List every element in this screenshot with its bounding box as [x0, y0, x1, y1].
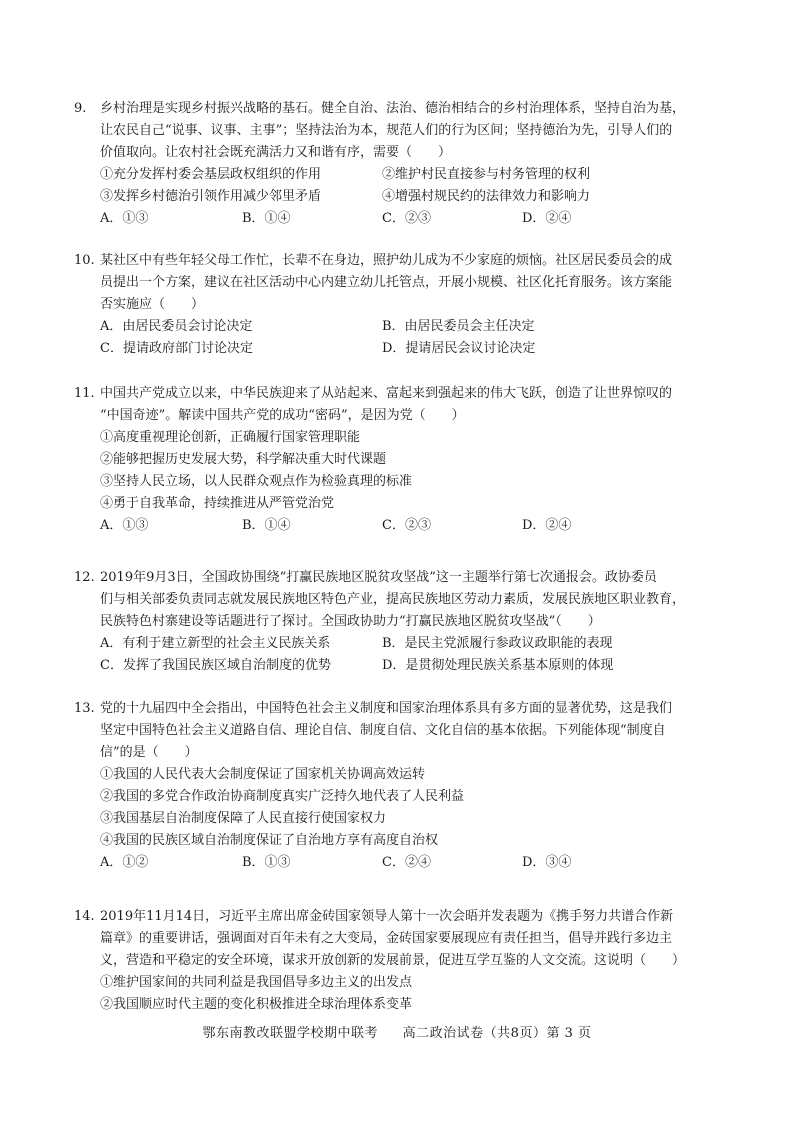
options-row	[74, 208, 724, 230]
statement-row	[74, 427, 724, 449]
stem-text: 否实施应（ ）	[100, 297, 205, 312]
statement-2: ②我国的多党合作政治协商制度真实广泛持久地代表了人民利益	[100, 789, 465, 804]
stem-text: 2019年11月14日，习近平主席出席金砖国家领导人第十一次会晤并发表题为《携手努力共谱合作新	[100, 909, 674, 924]
statement-4: ④勇于自我革命，持续推进从严管党治党	[100, 496, 335, 511]
stem-text: 员提出一个方案，建议在社区活动中心内建立幼儿托管点，开展小规模、社区化托育服务。该方案能	[100, 275, 673, 290]
question-stem-line	[74, 720, 724, 742]
statement-1: ①高度重视理论创新，正确履行国家管理职能	[100, 430, 361, 445]
statement-row	[74, 972, 724, 994]
option-a[interactable]: A．①③	[100, 211, 149, 226]
question-stem-line	[74, 98, 724, 120]
statement-row	[74, 493, 724, 515]
question-stem-line	[74, 950, 724, 972]
question-stem-line	[74, 383, 724, 405]
options-row	[74, 515, 724, 537]
stem-text: 坚定中国特色社会主义道路自信、理论自信、制度自信、文化自信的基本依据。下列能体现“制度自	[100, 723, 666, 738]
stem-text: 篇章》的重要讲话，强调面对百年未有之大变局，金砖国家要展现应有责任担当，倡导并践行多边主	[100, 931, 673, 946]
option-d[interactable]: D．是贯彻处理民族关系基本原则的体现	[382, 658, 614, 673]
statement-row	[74, 994, 724, 1016]
options-row	[74, 338, 724, 360]
stem-text: 中国共产党成立以来，中华民族迎来了从站起来、富起来到强起来的伟大飞跃，创造了让世界惊叹的	[100, 386, 673, 401]
question-12	[74, 567, 724, 677]
statement-4: ④我国的民族区域自治制度保证了自治地方享有高度自治权	[100, 833, 439, 848]
page-footer	[0, 1022, 794, 1041]
question-number: 13.	[74, 701, 95, 716]
question-stem-line	[74, 294, 724, 316]
option-c[interactable]: C．②③	[382, 211, 431, 226]
footer-paper-info: 高二政治试卷（共8页）第 3 页	[402, 1026, 592, 1041]
question-stem-line	[74, 567, 724, 589]
question-number: 9.	[74, 101, 87, 116]
question-stem-line	[74, 142, 724, 164]
option-b[interactable]: B．由居民委员会主任决定	[382, 319, 535, 334]
options-row	[74, 633, 724, 655]
statement-2: ②我国顺应时代主题的变化积极推进全球治理体系变革	[100, 997, 413, 1012]
options-row	[74, 316, 724, 338]
question-11	[74, 383, 724, 537]
option-c[interactable]: C．发挥了我国民族区域自治制度的优势	[100, 658, 331, 673]
statement-row	[74, 830, 724, 852]
option-a[interactable]: A．有利于建立新型的社会主义民族关系	[100, 636, 331, 651]
question-number: 11.	[74, 386, 95, 401]
options-row	[74, 655, 724, 677]
footer-exam-name: 鄂东南教改联盟学校期中联考	[202, 1026, 379, 1041]
statement-2: ②能够把握历史发展大势，科学解决重大时代课题	[100, 452, 387, 467]
statement-3: ③发挥乡村德治引领作用减少邻里矛盾	[100, 189, 322, 204]
option-b[interactable]: B．①③	[242, 855, 291, 870]
stem-text: 乡村治理是实现乡村振兴战略的基石。健全自治、法治、德治相结合的乡村治理体系，坚持自治为基，	[100, 101, 686, 116]
question-10	[74, 250, 724, 360]
question-number: 10.	[74, 253, 95, 268]
option-d[interactable]: D．②④	[522, 211, 572, 226]
option-b[interactable]: B．①④	[242, 518, 291, 533]
statement-4: ④增强村规民约的法律效力和影响力	[382, 189, 591, 204]
stem-text: 们与相关部委负责同志就发展民族地区特色产业，提高民族地区劳动力素质，发展民族地区职业教育，	[100, 592, 686, 607]
question-stem-line	[74, 272, 724, 294]
question-13	[74, 698, 724, 874]
question-stem-line	[74, 250, 724, 272]
stem-text: 价值取向。让农村社会既充满活力又和谐有序，需要（ ）	[100, 145, 452, 160]
statement-row	[74, 164, 724, 186]
question-stem-line	[74, 405, 724, 427]
question-stem-line	[74, 928, 724, 950]
option-c[interactable]: C．提请政府部门讨论决定	[100, 341, 253, 356]
stem-text: 让农民自己“说事、议事、主事”；坚持法治为本，规范人们的行为区间；坚持德治为先，引导人们的	[100, 123, 673, 138]
statement-3: ③坚持人民立场，以人民群众观点作为检验真理的标准	[100, 474, 413, 489]
option-b[interactable]: B．①④	[242, 211, 291, 226]
option-d[interactable]: D．②④	[522, 518, 572, 533]
stem-text: 2019年9月3日，全国政协围绕“打赢民族地区脱贫攻坚战”这一主题举行第七次通报会。政协委员	[100, 570, 657, 585]
statement-3: ③我国基层自治制度保障了人民直接行使国家权力	[100, 811, 387, 826]
option-a[interactable]: A．①②	[100, 855, 149, 870]
question-stem-line	[74, 120, 724, 142]
statement-row	[74, 786, 724, 808]
statement-1: ①充分发挥村委会基层政权组织的作用	[100, 167, 322, 182]
question-number: 14.	[74, 909, 95, 924]
options-row	[74, 852, 724, 874]
option-b[interactable]: B．是民主党派履行参政议政职能的表现	[382, 636, 613, 651]
statement-row	[74, 808, 724, 830]
stem-text: 信”的是（ ）	[100, 745, 198, 760]
option-a[interactable]: A．①③	[100, 518, 149, 533]
stem-text: 某社区中有些年轻父母工作忙，长辈不在身边，照护幼儿成为不少家庭的烦恼。社区居民委员会的成	[100, 253, 673, 268]
question-9	[74, 98, 724, 230]
stem-text: 民族特色村寨建设等话题进行了探讨。全国政协助力“打赢民族地区脱贫攻坚战”（ ）	[100, 614, 601, 629]
statement-2: ②维护村民直接参与村务管理的权利	[382, 167, 591, 182]
question-number: 12.	[74, 570, 95, 585]
statement-row	[74, 471, 724, 493]
statement-1: ①我国的人民代表大会制度保证了国家机关协调高效运转	[100, 767, 426, 782]
question-stem-line	[74, 611, 724, 633]
statement-row	[74, 449, 724, 471]
option-a[interactable]: A．由居民委员会讨论决定	[100, 319, 253, 334]
stem-text: “中国奇迹”。解读中国共产党的成功“密码”，是因为党（ ）	[100, 408, 465, 423]
question-stem-line	[74, 698, 724, 720]
question-stem-line	[74, 742, 724, 764]
option-c[interactable]: C．②③	[382, 518, 431, 533]
option-c[interactable]: C．②④	[382, 855, 431, 870]
statement-row	[74, 186, 724, 208]
question-stem-line	[74, 589, 724, 611]
statement-row	[74, 764, 724, 786]
statement-1: ①维护国家间的共同利益是我国倡导多边主义的出发点	[100, 975, 413, 990]
stem-text: 党的十九届四中全会指出，中国特色社会主义制度和国家治理体系具有多方面的显著优势，这是我们	[100, 701, 673, 716]
question-14	[74, 906, 724, 1016]
question-stem-line	[74, 906, 724, 928]
stem-text: 义，营造和平稳定的安全环境，谋求开放创新的发展前景，促进互学互鉴的人文交流。这说明（ ）	[100, 953, 686, 968]
option-d[interactable]: D．③④	[522, 855, 572, 870]
option-d[interactable]: D．提请居民会议讨论决定	[382, 341, 536, 356]
